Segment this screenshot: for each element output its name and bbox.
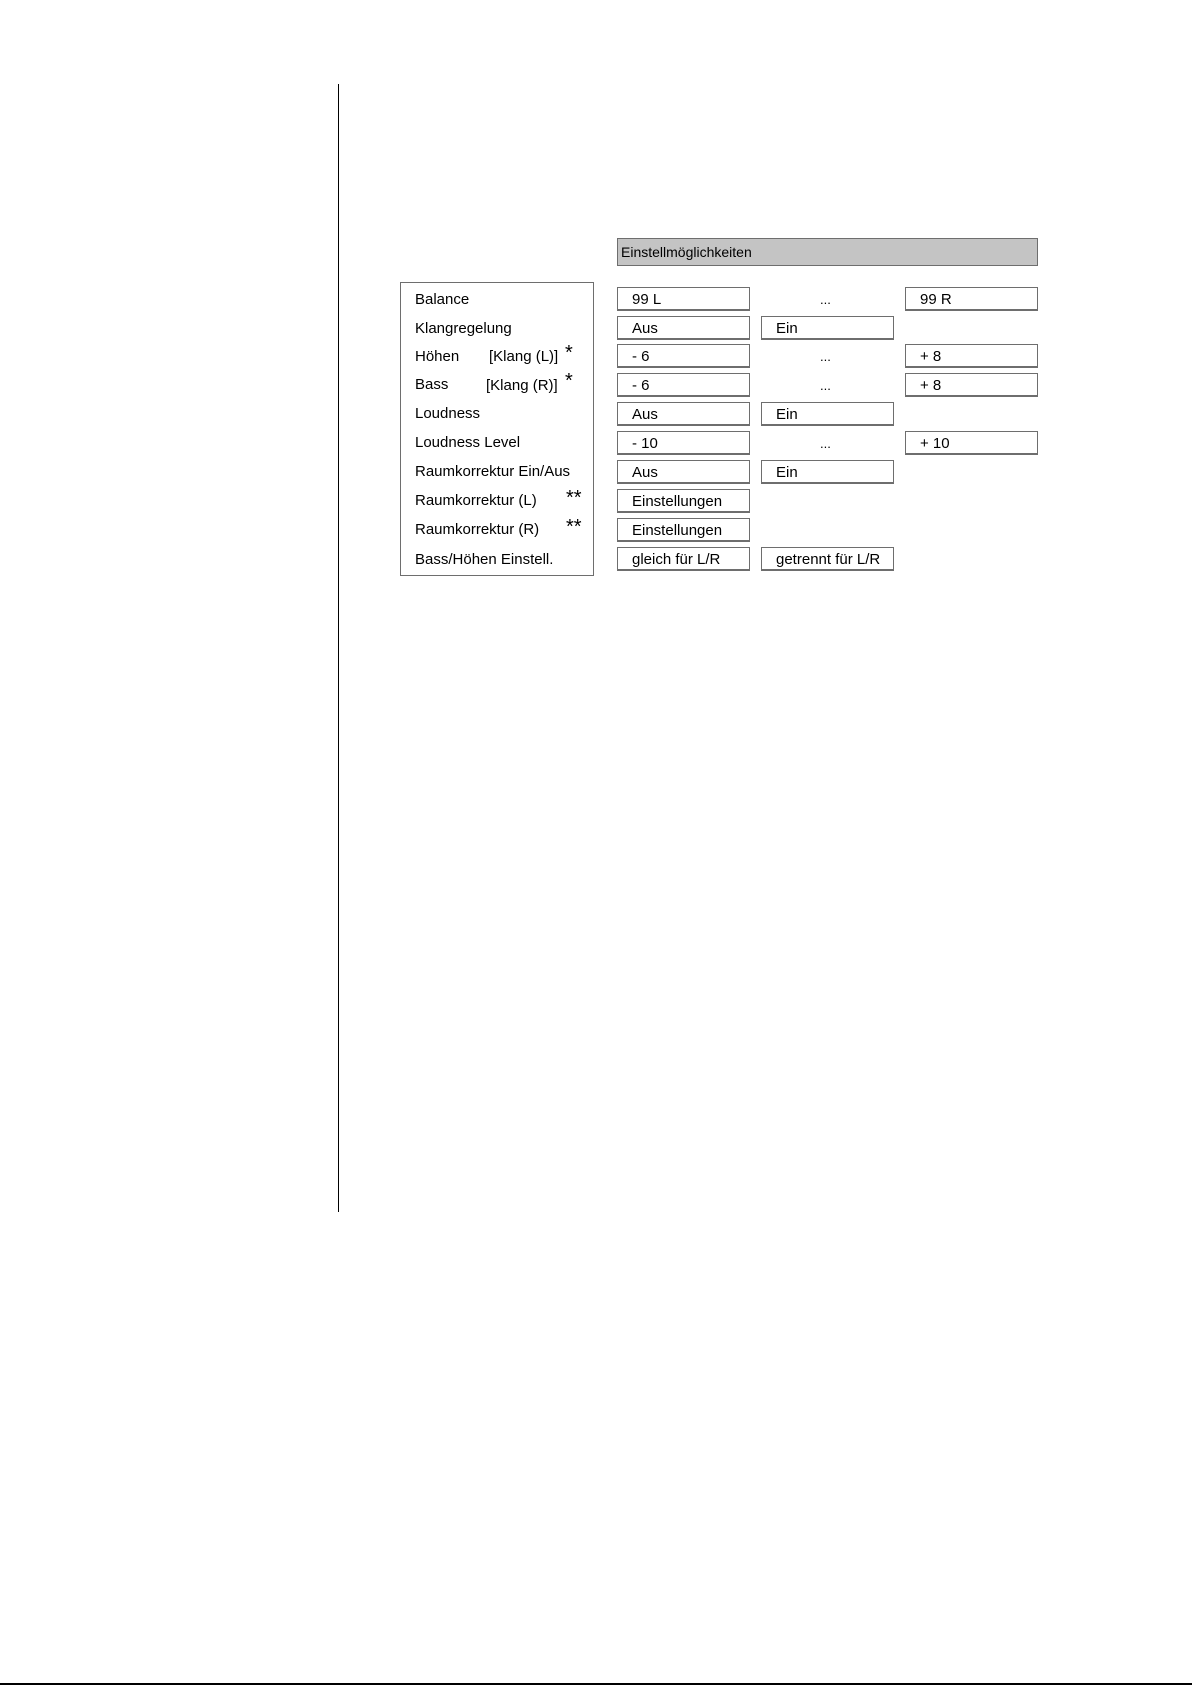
label-raumkorrektur-ein-aus: Raumkorrektur Ein/Aus [415, 463, 571, 480]
loudness-off-option[interactable]: Aus [617, 402, 750, 426]
label-raumkorrektur-l: Raumkorrektur (L) [415, 492, 537, 509]
margin-rule [338, 84, 339, 1212]
loudness-on-option[interactable]: Ein [761, 402, 894, 426]
label-loudness: Loudness [415, 405, 481, 422]
label-balance: Balance [415, 291, 470, 308]
klangregelung-on-option[interactable]: Ein [761, 316, 894, 340]
klangregelung-off-option[interactable]: Aus [617, 316, 750, 340]
loudness-level-min-option[interactable]: - 10 [617, 431, 750, 455]
range-ellipsis: ... [820, 378, 831, 393]
double-asterisk-mark: ** [566, 487, 582, 509]
label-bass-hoehen-einstell: Bass/Höhen Einstell. [415, 551, 554, 568]
label-hoehen-sub: [Klang (L)] [489, 348, 559, 365]
balance-min-option[interactable]: 99 L [617, 287, 750, 311]
bass-max-option[interactable]: + 8 [905, 373, 1038, 397]
hoehen-max-option[interactable]: + 8 [905, 344, 1038, 368]
label-hoehen: Höhen [415, 348, 460, 365]
label-bass: Bass [415, 376, 449, 393]
asterisk-mark: * [565, 370, 573, 392]
label-raumkorrektur-r: Raumkorrektur (R) [415, 521, 540, 538]
balance-max-option[interactable]: 99 R [905, 287, 1038, 311]
hoehen-min-option[interactable]: - 6 [617, 344, 750, 368]
same-for-lr-option[interactable]: gleich für L/R [617, 547, 750, 571]
separate-for-lr-option[interactable]: getrennt für L/R [761, 547, 894, 571]
label-klangregelung: Klangregelung [415, 320, 512, 337]
loudness-level-max-option[interactable]: + 10 [905, 431, 1038, 455]
label-loudness-level: Loudness Level [415, 434, 521, 451]
raumkorrektur-l-settings-option[interactable]: Einstellungen [617, 489, 750, 513]
range-ellipsis: ... [820, 349, 831, 364]
raumkorrektur-on-option[interactable]: Ein [761, 460, 894, 484]
label-bass-sub: [Klang (R)] [486, 377, 558, 394]
asterisk-mark: * [565, 342, 573, 364]
raumkorrektur-r-settings-option[interactable]: Einstellungen [617, 518, 750, 542]
range-ellipsis: ... [820, 292, 831, 307]
settings-header: Einstellmöglichkeiten [617, 238, 1038, 266]
bass-min-option[interactable]: - 6 [617, 373, 750, 397]
raumkorrektur-off-option[interactable]: Aus [617, 460, 750, 484]
double-asterisk-mark: ** [566, 516, 582, 538]
range-ellipsis: ... [820, 436, 831, 451]
